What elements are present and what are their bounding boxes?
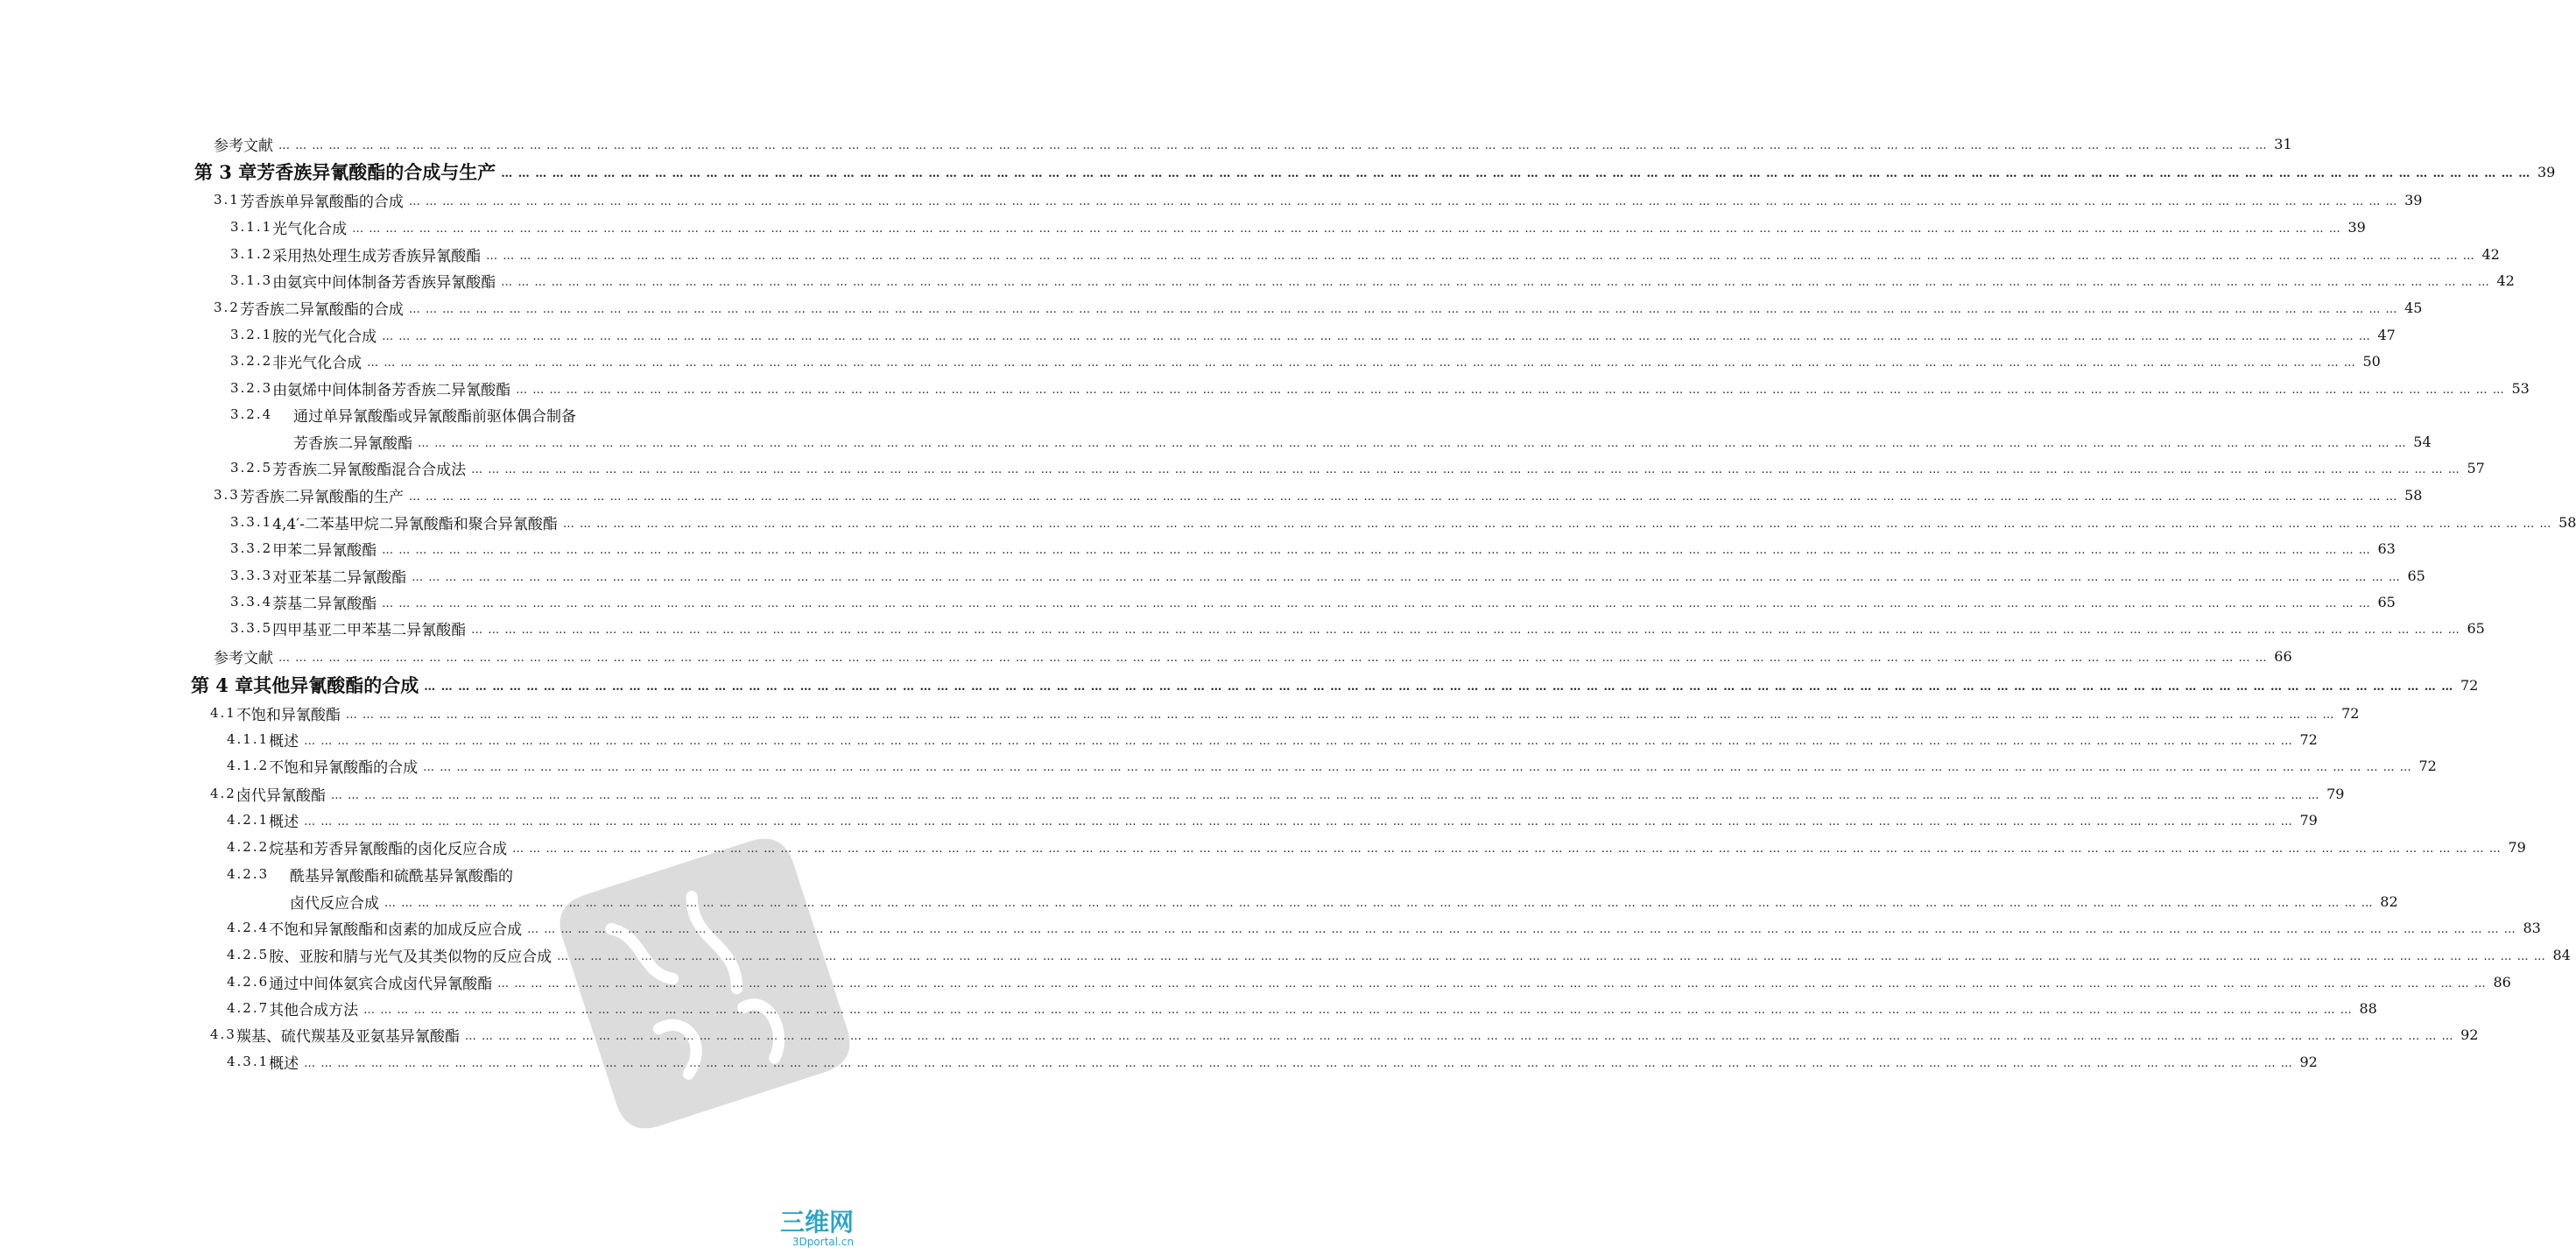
- leader-dots: … … … … … … … … … … … … … … … … … … … … … … … … … … … … … … … … … … … … … … … … … … … … … … … … … … … … … … … … … … … … … … … … … … … … … … … … … … … … … … … … … … … … … … … … … … … … … … … … … … … … … … … … … … … … … … … … … … … … … … …: [486, 249, 2475, 263]
- entry-number: 第 4 章: [191, 674, 254, 696]
- entry-title: 4,4′-二苯基甲烷二异氰酸酯和聚合异氰酸酯: [272, 515, 558, 533]
- toc-entry[interactable]: [230, 322, 2396, 347]
- leader-dots: … … … … … … … … … … … … … … … … … … … … … … … … … … … … … … … … … … … … … … … … … … … … … … … … … … … … … … … … … … … … … … … … … … … … … … … … … … … … … … … … … … … … … … … … … … … … … … … … … … … … … … … … … … … … … … … … … … … … … … …: [464, 1029, 2454, 1043]
- page-number: 57: [2467, 459, 2485, 476]
- entry-number: 4.2.1: [227, 812, 270, 828]
- page-number: 63: [2377, 539, 2396, 557]
- toc-entry[interactable]: [230, 510, 2576, 534]
- toc-entry[interactable]: [230, 215, 2366, 239]
- page-number: 72: [2341, 704, 2360, 722]
- leader-dots: … … … … … … … … … … … … … … … … … … … … … … … … … … … … … … … … … … … … … … … … … … … … … … … … … … … … … … … … … … … … … … … … … … … … … … … … … … … … … … … … … … … … … … … … … … … … … … … … … … … … … … … … … … … … … … … … … … … … … … …: [423, 760, 2412, 774]
- entry-number: 3.1.3: [230, 272, 273, 288]
- page-number: 39: [2347, 218, 2366, 236]
- page-number: 39: [2537, 163, 2556, 180]
- leader-dots: … … … … … … … … … … … … … … … … … … … … … … … … … … … … … … … … … … … … … … … … … … … … … … … … … … … … … … … … … … … … … … … … … … … … … … … … … … … … … … … … … … … … … … … … … … … … … … … … … … … … … … … … … … … … … … … … … … … … … … …: [516, 383, 2505, 397]
- entry-title: 芳香族单异氰酸酯的合成: [239, 193, 404, 211]
- entry-title: 芳香族二异氰酸酯的合成: [239, 300, 404, 319]
- entry-number: 3.3.3: [230, 568, 273, 583]
- toc-entry[interactable]: [230, 536, 2396, 561]
- entry-number: 4.2.3: [227, 866, 270, 882]
- leader-dots: … … … … … … … … … … … … … … … … … … … … … … … … … … … … … … … … … … … … … … … … … … … … … … … … … … … … … … … … … … … … … … … … … … … … … … … … … … … … … … … … … … … … … … … … … … … … … … … … … … … … … … … … … … … … … … … … … … … … … … …: [382, 596, 2371, 610]
- entry-number: 4.1: [210, 705, 236, 721]
- page-number: 72: [2418, 757, 2437, 774]
- leader-dots: … … … … … … … … … … … … … … … … … … … … … … … … … … … … … … … … … … … … … … … … … … … … … … … … … … … … … … … … … … … … … … … … … … … … … … … … … … … … … … … … … … … … … … … … … … … … … … … … … … … … … … … … … … … … … … … … … … … … … … …: [330, 788, 2320, 802]
- entry-title: 不饱和异氰酸酯的合成: [269, 758, 419, 777]
- toc-entry[interactable]: [214, 483, 2423, 507]
- leader-dots: … … … … … … … … … … … … … … … … … … … … … … … … … … … … … … … … … … … … … … … … … … … … … … … … … … … … … … … … … … … … … … … … … … … … … … … … … … … … … … … … … … … … … … … … … … … … … … … … … … … … … … … … … … … … … … … … … … … … … … …: [408, 194, 2398, 208]
- chapter-entry[interactable]: [194, 159, 2556, 184]
- leader-dots: … … … … … … … … … … … … … … … … … … … … … … … … … … … … … … … … … … … … … … … … … … … … … … … … … … … … … … … … … … … … … … … … … … … … … … … … … … … … … … … … … … … … … … … … … … … … … … … … … … … … … … … … … … … … … … … … … … … … … … …: [384, 896, 2374, 910]
- entry-title: 对亚苯基二异氰酸酯: [272, 568, 407, 587]
- page-number: 47: [2377, 326, 2396, 343]
- leader-dots: … … … … … … … … … … … … … … … … … … … … … … … … … … … … … … … … … … … … … … … … … … … … … … … … … … … … … … … … … … … … … … … … … … … … … … … … … … … … … … … … … … … … … … … … … … … … … … … … … … … … … … … … … … … … … … … … … … … … … … …: [345, 708, 2335, 722]
- page-number: 83: [2523, 919, 2541, 936]
- brand-main: 三维网: [779, 1208, 854, 1237]
- leader-dots: … … … … … … … … … … … … … … … … … … … … … … … … … … … … … … … … … … … … … … … … … … … … … … … … … … … … … … … … … … … … … … … … … … … … … … … … … … … … … … … … … … … … … … … … … … … … … … … … … … … … … … … … … … … … … … … … … … … … … … …: [278, 651, 2268, 665]
- toc-entry[interactable]: [230, 455, 2485, 480]
- toc-entry[interactable]: [230, 242, 2500, 266]
- toc-entry[interactable]: [214, 644, 2292, 668]
- entry-number: 4.1.1: [227, 731, 270, 747]
- entry-number: 4.2.5: [227, 947, 270, 962]
- entry-title: 概述: [269, 813, 299, 831]
- entry-title: 参考文献: [214, 649, 273, 667]
- page-number: 53: [2511, 379, 2530, 397]
- toc-entry[interactable]: [230, 376, 2530, 400]
- page-number: 92: [2299, 1053, 2318, 1070]
- page-number: 65: [2377, 593, 2396, 610]
- leader-dots: … … … … … … … … … … … … … … … … … … … … … … … … … … … … … … … … … … … … … … … … … … … … … … … … … … … … … … … … … … … … … … … … … … … … … … … … … … … … … … … … … … … … … … … … … … … … … … … … … … … … … … … … … … … … … … … … … … … … … … …: [304, 1056, 2293, 1070]
- entry-number: 4.2.6: [227, 974, 270, 990]
- entry-title: 采用热处理生成芳香族异氰酸酯: [272, 247, 482, 265]
- entry-title: 萘基二异氰酸酯: [272, 595, 377, 613]
- leader-dots: … … … … … … … … … … … … … … … … … … … … … … … … … … … … … … … … … … … … … … … … … … … … … … … … … … … … … … … … … … … … … … … … … … … … … … … … … … … … … … … … … … … … … … … … … … … … … … … … … … … … … … … … … … … … … … … … … … … … … … …: [363, 1003, 2353, 1017]
- leader-dots: … … … … … … … … … … … … … … … … … … … … … … … … … … … … … … … … … … … … … … … … … … … … … … … … … … … … … … … … … … … … … … … … … … … … … … … … … … … … … … … … … … … … … … … … … … … … … … … … … … … … … … … … … … … … … … … … … … … … … … …: [304, 734, 2293, 748]
- brand-logo[interactable]: [757, 1209, 854, 1248]
- entry-title: 参考文献: [214, 137, 273, 155]
- entry-number: 3.3.4: [230, 594, 273, 610]
- entry-title: 其他合成方法: [269, 1001, 359, 1019]
- page-number: 42: [2481, 245, 2500, 263]
- leader-dots: … … … … … … … … … … … … … … … … … … … … … … … … … … … … … … … … … … … … … … … … … … … … … … … … … … … … … … … … … … … … … … … … … … … … … … … … … … … … … … … … … … … … … … … … … … … … … … … … … … … … … … … … … … … … … … … … … … … … … … …: [471, 623, 2460, 637]
- entry-title: 概述: [269, 1054, 299, 1073]
- entry-title: 羰基、硫代羰基及亚氨基异氰酸酯: [236, 1027, 460, 1046]
- leader-dots: … … … … … … … … … … … … … … … … … … … … … … … … … … … … … … … … … … … … … … … … … … … … … … … … … … … … … … … … … … … … … … … … … … … … … … … … … … … … … … … … … … … … … … … … … … … … … … … … … … … … … … … … … … … … … … … … … … … … … … …: [471, 462, 2460, 476]
- page-number: 79: [2299, 811, 2318, 828]
- leader-dots: … … … … … … … … … … … … … … … … … … … … … … … … … … … … … … … … … … … … … … … … … … … … … … … … … … … … … … … … … … … … … … … … … … … … … … … … … … … … … … … … … … … … … … … … … … … … … … … … … … … … … … … … … … … … … … … … … … … … … … …: [562, 517, 2552, 531]
- toc-entry[interactable]: [227, 807, 2318, 832]
- page-number: 72: [2460, 676, 2479, 694]
- entry-number: 4.3.1: [227, 1054, 270, 1069]
- toc-entry[interactable]: [230, 349, 2381, 373]
- entry-number: 3.3.1: [230, 514, 273, 530]
- leader-dots: … … … … … … … … … … … … … … … … … … … … … … … … … … … … … … … … … … … … … … … … … … … … … … … … … … … … … … … … … … … … … … … … … … … … … … … … … … … … … … … … … … … … … … … … … … … … … … … … … … … … … … … … … … … … … … … … … … … … … … …: [382, 543, 2371, 557]
- toc-entry[interactable]: [230, 563, 2425, 588]
- leader-dots: … … … … … … … … … … … … … … … … … … … … … … … … … … … … … … … … … … … … … … … … … … … … … … … … … … … … … … … … … … … … … … … … … … … … … … … … … … … … … … … … … … … … … … … … … … … … … … … … … … … … … … … … … … … … … … … … … … … … … … …: [418, 436, 2407, 450]
- entry-number: 3.1.2: [230, 246, 273, 262]
- leader-dots: … … … … … … … … … … … … … … … … … … … … … … … … … … … … … … … … … … … … … … … … … … … … … … … … … … … … … … … … … … … … … … … … … … … … … … … … … … … … … … … … … … … … … … … … … … … … … … … … … … … … … … … … … … … … … … … … … … … … … … …: [501, 275, 2490, 289]
- toc-entry[interactable]: [227, 835, 2526, 859]
- entry-title: 光气化合成: [272, 220, 348, 238]
- entry-number: 3.2.4: [230, 406, 273, 422]
- entry-number: 4.2.2: [227, 839, 270, 855]
- entry-title: 甲苯二异氰酸酯: [272, 541, 377, 560]
- toc-entry[interactable]: [293, 429, 2432, 454]
- toc-entry[interactable]: [214, 187, 2423, 212]
- page-number: 72: [2299, 730, 2318, 748]
- page-number: 92: [2460, 1026, 2479, 1043]
- entry-title: 芳香族二异氰酸酯: [293, 434, 412, 453]
- leader-dots: … … … … … … … … … … … … … … … … … … … … … … … … … … … … … … … … … … … … … … … … … … … … … … … … … … … … … … … … … … … … … … … … … … … … … … … … … … … … … … … … … … … … … … … … … … … … … … … … … … … … … … … … … … … … … … … … … … … … … … …: [557, 949, 2546, 963]
- page-number: 54: [2413, 433, 2432, 450]
- entry-title: 概述: [269, 732, 299, 751]
- entry-number: 3.2.5: [230, 460, 273, 476]
- entry-number: 3.1: [214, 192, 240, 208]
- entry-number: 3.3: [214, 487, 240, 503]
- page-number: 65: [2467, 619, 2485, 637]
- brand-sub: 3Dportal.cn: [792, 1236, 854, 1248]
- entry-title: 卤代异氰酸酯: [236, 786, 326, 805]
- page-number: 84: [2552, 946, 2571, 963]
- leader-dots: … … … … … … … … … … … … … … … … … … … … … … … … … … … … … … … … … … … … … … … … … … … … … … … … … … … … … … … … … … … … … … … … … … … … … … … … … … … … … … … … … … … … … … … … … … … … … … … … … … … … … … … … … … … … … … … … … … … … … … …: [527, 922, 2516, 936]
- entry-title: 四甲基亚二甲苯基二异氰酸酯: [272, 621, 467, 639]
- entry-number: 3.1.1: [230, 219, 273, 235]
- entry-title: 胺、亚胺和腈与光气及其类似物的反应合成: [269, 948, 553, 966]
- entry-number: 3.2.2: [230, 353, 273, 369]
- leader-dots: … … … … … … … … … … … … … … … … … … … … … … … … … … … … … … … … … … … … … … … … … … … … … … … … … … … … … … … … … … … … … … … … … … … … … … … … … … … … … … … … … … … … … … … … … … … … … … … … … … … … … … … … … … … … … … … … … … … … … … …: [382, 329, 2371, 343]
- entry-title: 烷基和芳香异氰酸酯的卤化反应合成: [269, 840, 508, 858]
- leader-dots: … … … … … … … … … … … … … … … … … … … … … … … … … … … … … … … … … … … … … … … … … … … … … … … … … … … … … … … … … … … … … … … … … … … … … … … … … … … … … … … … … … … … … … … … … … … … … … … … … … … … … … … … … … … … … … … … … … … … … … …: [424, 680, 2454, 694]
- entry-number: 3.3.2: [230, 540, 273, 556]
- toc-entry[interactable]: [214, 131, 2292, 156]
- entry-title: 芳香族二异氰酸酯混合合成法: [272, 461, 467, 479]
- page-number: 45: [2404, 299, 2423, 316]
- page-number: 42: [2496, 271, 2515, 289]
- entry-number: 3.3.5: [230, 620, 273, 636]
- toc-entry[interactable]: [230, 589, 2396, 614]
- leader-dots: … … … … … … … … … … … … … … … … … … … … … … … … … … … … … … … … … … … … … … … … … … … … … … … … … … … … … … … … … … … … … … … … … … … … … … … … … … … … … … … … … … … … … … … … … … … … … … … … … … … … … … … … … … … … … … … … … … … … … … …: [512, 842, 2502, 856]
- page-number: 58: [2558, 513, 2576, 531]
- entry-number: 4.2.7: [227, 1000, 270, 1016]
- entry-number: 4.1.2: [227, 758, 270, 773]
- leader-dots: … … … … … … … … … … … … … … … … … … … … … … … … … … … … … … … … … … … … … … … … … … … … … … … … … … … … … … … … … … … … … … … … … … … … … … … … … … … … … … … … … … … … … … … … … … … … … … … … … … … … … … … … … … … … … … … … … … … … … … …: [352, 222, 2341, 236]
- entry-title: 由氨烯中间体制备芳香族二异氰酸酯: [272, 381, 511, 399]
- page-number: 31: [2274, 135, 2292, 152]
- leader-dots: … … … … … … … … … … … … … … … … … … … … … … … … … … … … … … … … … … … … … … … … … … … … … … … … … … … … … … … … … … … … … … … … … … … … … … … … … … … … … … … … … … … … … … … … … … … … … … … … … … … … … … … … … … … … … … … … … … … … … … …: [278, 138, 2268, 152]
- toc-entry[interactable]: [210, 781, 2345, 806]
- page-number: 88: [2359, 999, 2377, 1017]
- entry-number: 3.2.1: [230, 327, 273, 342]
- entry-title: 芳香族二异氰酸酯的生产: [239, 488, 404, 506]
- entry-number: 4.3: [210, 1026, 236, 1042]
- page-number: 86: [2493, 973, 2511, 991]
- page-number: 65: [2407, 567, 2425, 584]
- entry-number: 第 3 章: [194, 161, 257, 183]
- leader-dots: … … … … … … … … … … … … … … … … … … … … … … … … … … … … … … … … … … … … … … … … … … … … … … … … … … … … … … … … … … … … … … … … … … … … … … … … … … … … … … … … … … … … … … … … … … … … … … … … … … … … … … … … … … … … … … … … … … … … … … …: [367, 356, 2356, 370]
- leader-dots: … … … … … … … … … … … … … … … … … … … … … … … … … … … … … … … … … … … … … … … … … … … … … … … … … … … … … … … … … … … … … … … … … … … … … … … … … … … … … … … … … … … … … … … … … … … … … … … … … … … … … … … … … … … … … … … … … … … … … … …: [304, 814, 2293, 828]
- entry-title: 胺的光气化合成: [272, 328, 377, 346]
- entry-title: 酰基异氰酸酯和硫酰基异氰酸酯的: [290, 867, 513, 885]
- page-number: 66: [2274, 647, 2292, 665]
- entry-title: 卤代反应合成: [290, 894, 379, 913]
- entry-number: 4.2.4: [227, 920, 270, 935]
- entry-title: 其他异氰酸酯的合成: [253, 674, 419, 696]
- entry-title: 由氨宾中间体制备芳香族异氰酸酯: [272, 273, 496, 292]
- entry-title: 不饱和异氰酸酯: [236, 706, 341, 724]
- entry-number: 3.2: [214, 300, 240, 315]
- toc-entry[interactable]: [230, 402, 705, 427]
- toc-entry[interactable]: [227, 753, 2437, 778]
- chapter-entry[interactable]: [191, 673, 2479, 697]
- entry-title: 非光气化合成: [272, 354, 362, 372]
- entry-number: 4.2: [210, 786, 236, 801]
- entry-title: 不饱和异氰酸酯和卤素的加成反应合成: [269, 920, 523, 939]
- toc-entry[interactable]: [227, 727, 2318, 751]
- page-number: 39: [2404, 191, 2423, 208]
- entry-title: 通过单异氰酸酯或异氰酸酯前驱体偶合制备: [293, 407, 576, 426]
- page-number: 79: [2508, 838, 2526, 856]
- entry-number: 3.2.3: [230, 380, 273, 396]
- leader-dots: … … … … … … … … … … … … … … … … … … … … … … … … … … … … … … … … … … … … … … … … … … … … … … … … … … … … … … … … … … … … … … … … … … … … … … … … … … … … … … … … … … … … … … … … … … … … … … … … … … … … … … … … … … … … … … … … … … … … … … …: [497, 977, 2487, 991]
- page-number: 79: [2326, 785, 2345, 802]
- toc-entry[interactable]: [214, 295, 2423, 320]
- page-number: 50: [2362, 352, 2381, 370]
- toc-entry[interactable]: [210, 701, 2360, 725]
- entry-title: 通过中间体氨宾合成卤代异氰酸酯: [269, 975, 493, 993]
- toc-entry[interactable]: [230, 616, 2485, 640]
- leader-dots: … … … … … … … … … … … … … … … … … … … … … … … … … … … … … … … … … … … … … … … … … … … … … … … … … … … … … … … … … … … … … … … … … … … … … … … … … … … … … … … … … … … … … … … … … … … … … … … … … … … … … … … … … … … … … … … … … … … … … … …: [412, 570, 2401, 584]
- leader-dots: … … … … … … … … … … … … … … … … … … … … … … … … … … … … … … … … … … … … … … … … … … … … … … … … … … … … … … … … … … … … … … … … … … … … … … … … … … … … … … … … … … … … … … … … … … … … … … … … … … … … … … … … … … … … … … … … … … … … … … …: [501, 166, 2531, 180]
- entry-title: 芳香族异氰酸酯的合成与生产: [257, 161, 496, 183]
- leader-dots: … … … … … … … … … … … … … … … … … … … … … … … … … … … … … … … … … … … … … … … … … … … … … … … … … … … … … … … … … … … … … … … … … … … … … … … … … … … … … … … … … … … … … … … … … … … … … … … … … … … … … … … … … … … … … … … … … … … … … … …: [408, 302, 2398, 316]
- page-number: 82: [2380, 892, 2398, 910]
- toc-entry[interactable]: [230, 268, 2515, 293]
- page-number: 58: [2404, 486, 2423, 504]
- leader-dots: … … … … … … … … … … … … … … … … … … … … … … … … … … … … … … … … … … … … … … … … … … … … … … … … … … … … … … … … … … … … … … … … … … … … … … … … … … … … … … … … … … … … … … … … … … … … … … … … … … … … … … … … … … … … … … … … … … … … … … …: [408, 490, 2398, 504]
